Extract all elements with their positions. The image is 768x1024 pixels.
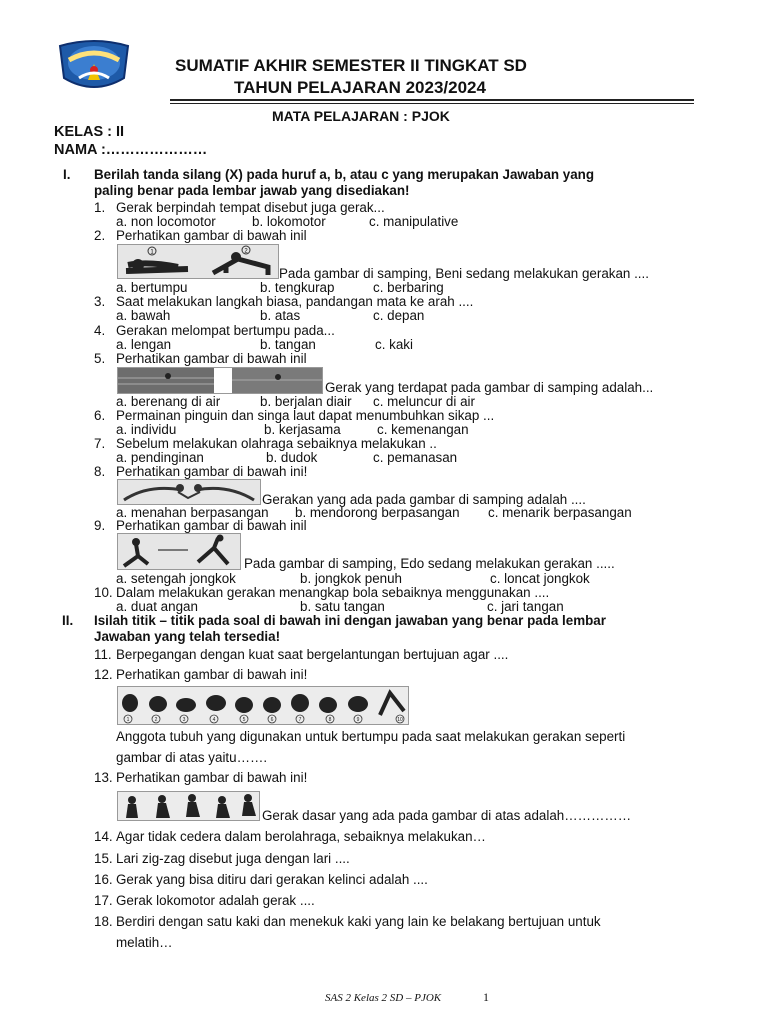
question-text: Berpegangan dengan kuat saat bergelantungan bertujuan agar .... [116, 647, 509, 662]
question-number: 5. [94, 351, 106, 366]
question-text: Perhatikan gambar di bawah inil [116, 351, 307, 366]
option-b: b. jongkok penuh [300, 571, 402, 586]
tut-wuri-handayani-logo [55, 38, 133, 96]
question-number: 2. [94, 228, 106, 243]
footer-text: SAS 2 Kelas 2 SD – PJOK [325, 992, 442, 1004]
page-number: 1 [483, 990, 489, 1004]
option-b: b. tangan [260, 337, 316, 352]
option-b: b. atas [260, 308, 301, 323]
figure-label: 7 [298, 717, 302, 723]
squat-jump-illustration [117, 533, 241, 570]
option-a: a. setengah jongkok [116, 571, 236, 586]
figure-label: 4 [212, 717, 216, 723]
option-c: c. manipulative [369, 214, 459, 229]
section-1-instruction: Berilah tanda silang (X) pada huruf a, b, atau c yang merupakan Jawaban yang [94, 167, 595, 182]
question-text: Berdiri dengan satu kaki dan menekuk kaki yang lain ke belakang bertujuan untuk [116, 914, 601, 929]
option-a: a. bawah [116, 308, 171, 323]
header-rule-thin [170, 103, 694, 104]
question-text: Agar tidak cedera dalam berolahraga, sebaiknya melakukan… [116, 829, 486, 844]
figure-label: 5 [242, 717, 246, 723]
option-b: b. lokomotor [252, 214, 326, 229]
question-number: 9. [94, 518, 106, 533]
figure-label: 9 [356, 717, 360, 723]
option-a: a. pendinginan [116, 450, 204, 465]
name-label: NAMA :………………… [54, 142, 208, 158]
question-number: 14. [94, 829, 113, 844]
option-b: b. dudok [266, 450, 318, 465]
question-continuation: Gerak dasar yang ada pada gambar di atas adalah…………… [262, 808, 632, 823]
figure-label: 2 [244, 248, 248, 255]
swimming-pool-photo [117, 367, 323, 394]
question-number: 7. [94, 436, 106, 451]
question-number: 13. [94, 770, 113, 785]
question-number: 11. [94, 647, 112, 662]
question-number: 6. [94, 408, 106, 423]
figure-label: 10 [397, 717, 403, 723]
section-2-instruction-cont: Jawaban yang telah tersedia! [94, 629, 281, 644]
question-text: Perhatikan gambar di bawah inil [116, 518, 307, 533]
option-c: c. kemenangan [377, 422, 469, 437]
option-b: b. kerjasama [264, 422, 341, 437]
forward-roll-sequence-illustration [117, 686, 409, 725]
figure-label: 8 [328, 717, 332, 723]
question-text: Perhatikan gambar di bawah ini! [116, 770, 308, 785]
option-a: a. non locomotor [116, 214, 216, 229]
question-text: Sebelum melakukan olahraga sebaiknya melakukan .. [116, 436, 437, 451]
header-rule-thick [170, 99, 694, 101]
figure-label: 2 [154, 717, 158, 723]
question-text: Gerak lokomotor adalah gerak .... [116, 893, 315, 908]
option-a: a. lengan [116, 337, 172, 352]
option-c: c. menarik berpasangan [488, 505, 632, 520]
option-a: a. berenang di air [116, 394, 221, 409]
question-text-cont: melatih… [116, 935, 173, 950]
option-b: b. tengkurap [260, 280, 335, 295]
question-number: 18. [94, 914, 113, 929]
figure-label: 1 [126, 717, 130, 723]
question-number: 15. [94, 851, 113, 866]
question-number: 1. [94, 200, 106, 215]
question-number: 16. [94, 872, 113, 887]
subject-label: MATA PELAJARAN : PJOK [272, 108, 450, 124]
option-c: c. loncat jongkok [490, 571, 590, 586]
option-c: c. pemanasan [373, 450, 458, 465]
question-number: 3. [94, 294, 106, 309]
option-c: c. jari tangan [487, 599, 564, 614]
question-number: 4. [94, 323, 106, 338]
academic-year: TAHUN PELAJARAN 2023/2024 [234, 78, 486, 97]
figure-label: 3 [182, 717, 186, 723]
option-c: c. berbaring [373, 280, 444, 295]
question-text: Perhatikan gambar di bawah ini! [116, 667, 308, 682]
option-a: a. individu [116, 422, 177, 437]
section-1-instruction-cont: paling benar pada lembar jawab yang disediakan! [94, 183, 410, 198]
section-1-number: I. [63, 167, 71, 182]
question-number: 17. [94, 893, 113, 908]
question-text-cont: Anggota tubuh yang digunakan untuk bertumpu pada saat melakukan gerakan seperti [116, 729, 626, 744]
question-number: 8. [94, 464, 106, 479]
question-text: Perhatikan gambar di bawah ini! [116, 464, 308, 479]
question-text: Permainan pinguin dan singa laut dapat menumbuhkan sikap ... [116, 408, 495, 423]
question-text: Gerak berpindah tempat disebut juga gerak... [116, 200, 385, 215]
section-2-number: II. [62, 613, 74, 628]
option-c: c. kaki [375, 337, 413, 352]
question-text-cont: gambar di atas yaitu……. [116, 750, 268, 765]
option-b: b. satu tangan [300, 599, 385, 614]
question-text: Gerak yang bisa ditiru dari gerakan kelinci adalah .... [116, 872, 428, 887]
partner-pushing-illustration [117, 479, 261, 505]
question-continuation: Pada gambar di samping, Edo sedang melakukan gerakan ..... [244, 556, 615, 571]
figure-label: 1 [150, 249, 154, 256]
question-text: Saat melakukan langkah biasa, pandangan mata ke arah .... [116, 294, 474, 309]
option-a: a. bertumpu [116, 280, 188, 295]
push-up-illustration [117, 244, 279, 279]
question-text: Perhatikan gambar di bawah inil [116, 228, 307, 243]
option-b: b. berjalan diair [260, 394, 352, 409]
figure-label: 6 [270, 717, 274, 723]
question-text: Lari zig-zag disebut juga dengan lari .... [116, 851, 350, 866]
question-continuation: Gerakan yang ada pada gambar di samping adalah .... [262, 492, 586, 507]
question-continuation: Gerak yang terdapat pada gambar di samping adalah... [325, 380, 654, 395]
class-label: KELAS : II [54, 124, 125, 140]
option-c: c. depan [373, 308, 425, 323]
option-a: a. duat angan [116, 599, 198, 614]
locomotor-movement-illustration [117, 791, 260, 821]
option-a: a. menahan berpasangan [116, 505, 269, 520]
option-c: c. meluncur di air [373, 394, 475, 409]
question-number: 12. [94, 667, 113, 682]
question-continuation: Pada gambar di samping, Beni sedang melakukan gerakan .... [279, 266, 649, 281]
exam-title: SUMATIF AKHIR SEMESTER II TINGKAT SD [175, 56, 527, 75]
section-2-instruction: Isilah titik – titik pada soal di bawah ini dengan jawaban yang benar pada lembar [94, 613, 606, 628]
question-text: Gerakan melompat bertumpu pada... [116, 323, 335, 338]
question-number: 10. [94, 585, 113, 600]
question-text: Dalam melakukan gerakan menangkap bola sebaiknya menggunakan .... [116, 585, 550, 600]
option-b: b. mendorong berpasangan [295, 505, 460, 520]
